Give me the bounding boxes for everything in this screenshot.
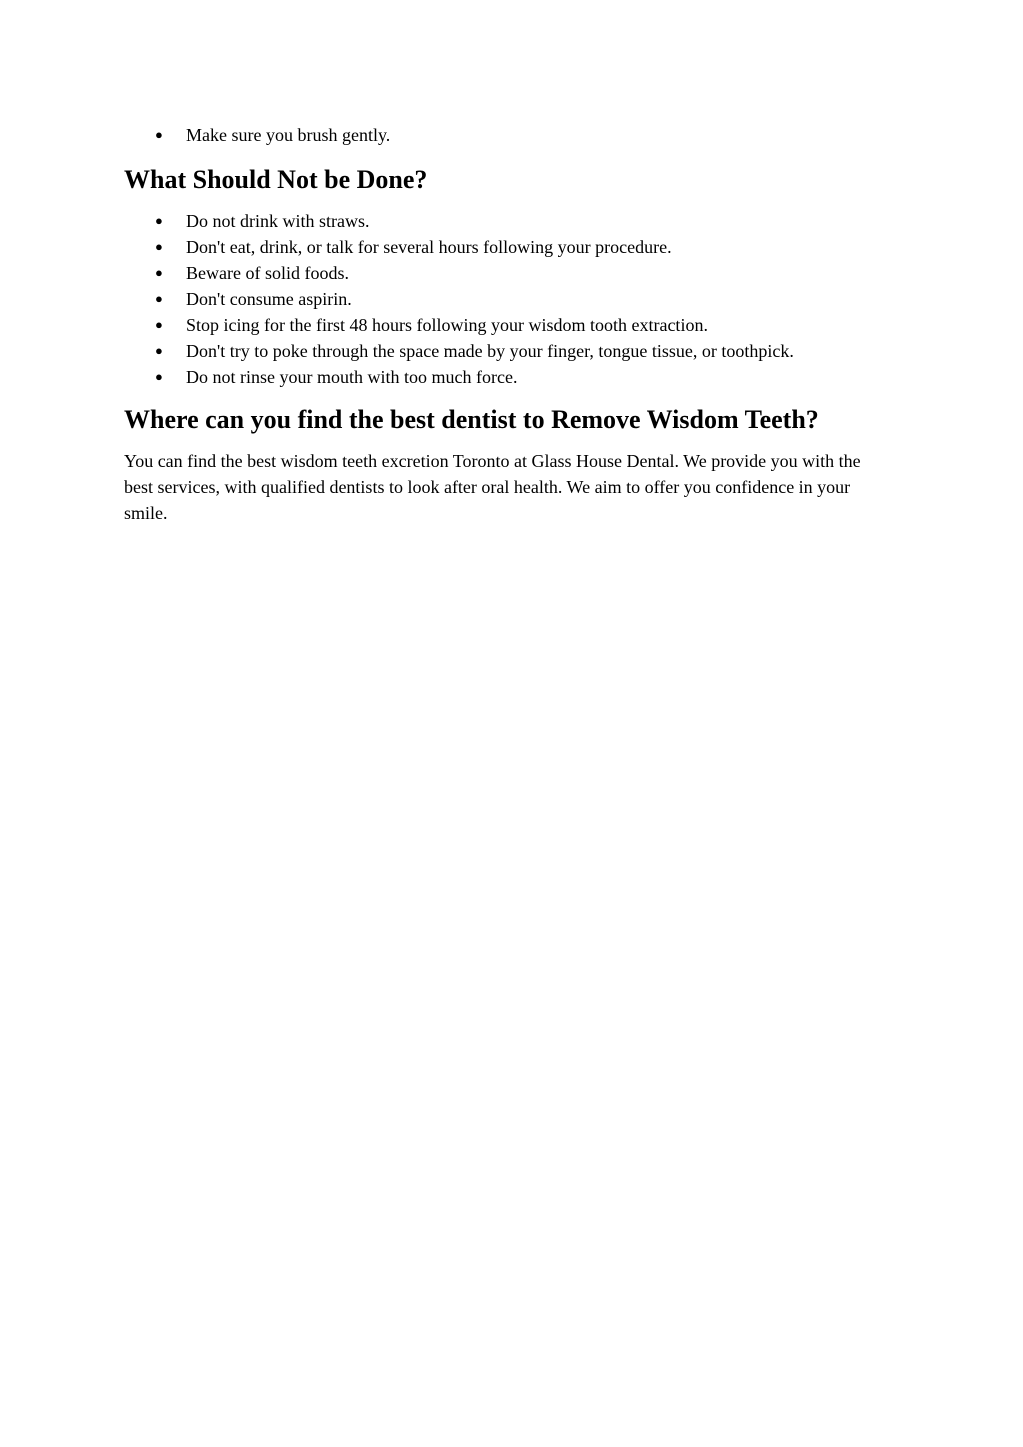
page-content xyxy=(124,122,894,526)
list-item xyxy=(124,260,894,286)
list-item-text: Don't eat, drink, or talk for several hours following your procedure. xyxy=(186,237,672,257)
list-item xyxy=(124,338,894,364)
list-item-text: Do not rinse your mouth with too much force. xyxy=(186,367,518,387)
list-item xyxy=(124,312,894,338)
bullet-icon: ● xyxy=(155,239,163,254)
list-item xyxy=(124,208,894,234)
not-done-bullet-list xyxy=(124,208,894,390)
list-item xyxy=(124,286,894,312)
section-heading-find-dentist: Where can you find the best dentist to Remove Wisdom Teeth? xyxy=(124,405,819,434)
list-item xyxy=(124,234,894,260)
list-item-text: Stop icing for the first 48 hours following your wisdom tooth extraction. xyxy=(186,315,708,335)
list-item-text: Don't try to poke through the space made by your finger, tongue tissue, or toothpick. xyxy=(186,341,794,361)
list-item-text: Do not drink with straws. xyxy=(186,211,370,231)
list-item-text: Make sure you brush gently. xyxy=(186,125,391,145)
bullet-icon: ● xyxy=(155,265,163,280)
bullet-icon: ● xyxy=(155,317,163,332)
list-item xyxy=(124,364,894,390)
bullet-icon: ● xyxy=(155,291,163,306)
section-heading-not-done: What Should Not be Done? xyxy=(124,165,428,194)
bullet-icon: ● xyxy=(155,369,163,384)
bullet-icon: ● xyxy=(155,343,163,358)
bullet-icon: ● xyxy=(155,127,163,142)
list-item-text: Beware of solid foods. xyxy=(186,263,349,283)
bullet-icon: ● xyxy=(155,213,163,228)
list-item xyxy=(124,122,894,148)
top-bullet-list xyxy=(124,122,894,148)
list-item-text: Don't consume aspirin. xyxy=(186,289,352,309)
body-paragraph: You can find the best wisdom teeth excretion Toronto at Glass House Dental. We provide you with the best services, with qualified dentists to look after oral health. We aim to offer you confidence in your smile. xyxy=(124,451,861,523)
